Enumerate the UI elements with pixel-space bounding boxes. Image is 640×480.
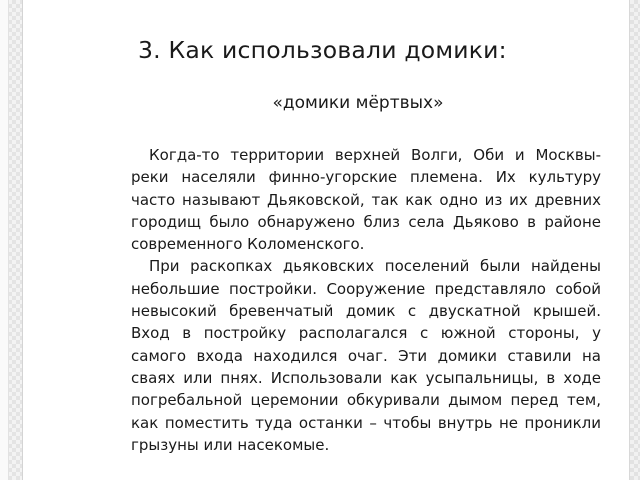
left-strip-inner-band [0,0,9,480]
paragraph-1: Когда-то территории верхней Волги, Оби и Москвы-реки населяли финно-угорские племена. Их культуру часто называют Дьяковской, так как одно из их древних городищ было обнаружено близ села Дьяково в районе современного Коломенского. [131,146,601,254]
right-decorative-strip [630,0,640,480]
left-decorative-strip [0,0,22,480]
paragraph-2: При раскопках дьяковских поселений были найдены небольшие постройки. Сооружение представляло собой невысокий бревенчатый домик с двускатной крышей. Вход в постройку располагался с южной стороны, у самого входа находился очаг. Эти домики ставили на сваях или пнях. Использовали как усыпальницы, в ходе погребальной церемонии обкуривали дымом перед тем, как поместить туда останки – чтобы внутрь не проникли грызуны или насекомые. [131,257,601,454]
left-strip-divider [22,0,23,480]
slide-title: 3. Как использовали домики: [138,36,507,64]
body-text [131,144,601,456]
right-strip-divider [629,0,630,480]
slide-subtitle: «домики мёртвых» [272,93,444,113]
